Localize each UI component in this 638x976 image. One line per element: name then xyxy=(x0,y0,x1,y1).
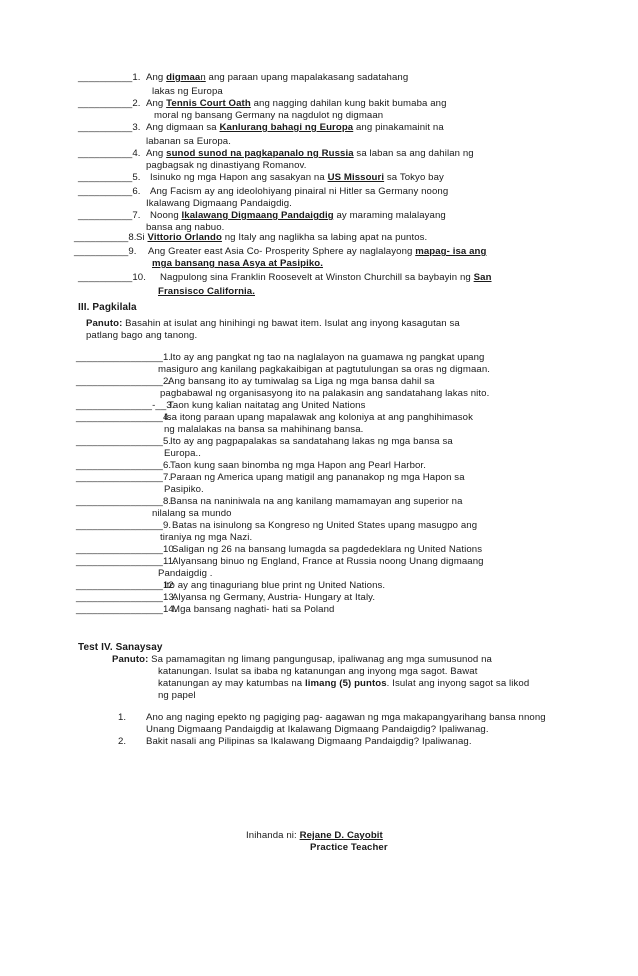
identification-continuation: tiraniya ng mga Nazi. xyxy=(160,532,253,543)
identification-item xyxy=(76,352,171,364)
text-segment: ay maraming malalayang xyxy=(333,210,446,221)
instructions-text: Basahin at isulat ang hinihingi ng bawat item. Isulat ang inyong kasagutan sa xyxy=(122,318,460,329)
answer-blank: ________________11. xyxy=(76,556,176,567)
answer-blank: ________________5. xyxy=(76,436,172,447)
answer-blank: ________________12 xyxy=(76,580,174,591)
identification-text: Ito ay ang tinaguriang blue print ng United Nations. xyxy=(164,580,386,591)
key-term: Tennis Court Oath xyxy=(166,98,251,109)
identification-item xyxy=(76,592,177,604)
identification-item xyxy=(76,604,177,616)
text-segment: sa Tokyo bay xyxy=(384,172,444,183)
answer-blank: ________________14. xyxy=(76,604,177,615)
text-segment: ang nagging dahilan kung bakit bumaba ang xyxy=(250,98,447,109)
key-term: Ikalawang Digmaang Pandaigdig xyxy=(181,210,334,221)
essay-question-text: Bakit nasali ang Pilipinas sa Ikalawang Digmaang Pandaigdig? Ipaliwanag. xyxy=(146,736,472,747)
text-segment: n xyxy=(200,72,206,83)
answer-blank: ________________7. xyxy=(76,472,172,483)
identification-item xyxy=(76,472,171,484)
identification-text: Ito ay ang pangkat ng tao na naglalayon na guamawa ng pangkat upang xyxy=(170,352,485,363)
text-segment: Ang xyxy=(146,98,167,109)
identification-continuation: Pasipiko. xyxy=(164,484,204,495)
question-continuation xyxy=(154,110,383,122)
answer-blank: ________________9. xyxy=(76,520,172,531)
prepared-label: Inihanda ni: xyxy=(246,830,300,841)
question-continuation xyxy=(146,160,306,172)
question-continuation xyxy=(152,258,323,270)
answer-blank: ________________4. xyxy=(76,412,172,423)
identification-item xyxy=(76,400,174,412)
identification-continuation: ng malalakas na bansa sa mahihinang bansa. xyxy=(164,424,364,435)
question-item xyxy=(78,186,141,198)
question-continuation xyxy=(158,286,255,298)
question-item xyxy=(78,72,141,84)
text-segment: Si xyxy=(136,232,148,243)
text-segment: Noong xyxy=(150,210,182,221)
instructions-text: . Isulat ang inyong sagot sa likod xyxy=(386,678,530,689)
question-text xyxy=(146,72,408,84)
text-segment: Ang xyxy=(146,72,167,83)
question-item xyxy=(78,172,141,184)
instructions-continuation: ng papel xyxy=(158,690,196,701)
instructions-continuation: patlang bago ang tanong. xyxy=(86,330,198,341)
text-segment: Nagpulong sina Franklin Roosevelt at Winston Churchill sa baybayin ng xyxy=(160,272,474,283)
identification-item xyxy=(76,580,174,592)
identification-text: Mga bansang naghati- hati sa Poland xyxy=(172,604,335,615)
prepared-by xyxy=(246,830,383,842)
identification-item xyxy=(76,520,171,532)
answer-blank: __________4. xyxy=(78,148,141,159)
key-term: digmaa xyxy=(166,72,201,83)
question-continuation xyxy=(152,86,223,98)
section-title: III. Pagkilala xyxy=(78,302,137,313)
answer-blank: __________8. xyxy=(74,232,137,243)
question-item xyxy=(78,272,146,284)
identification-item xyxy=(76,556,176,568)
instructions-continuation: katanungan. Isulat sa ibaba ng katanungan ang inyong mga sagot. Bawat xyxy=(158,666,478,677)
text-segment: Isinuko ng mga Hapon ang sasakyan na xyxy=(150,172,328,183)
identification-text: Bansa na naniniwala na ang kanilang mamamayan ang superior na xyxy=(170,496,463,507)
answer-blank: ________________1. xyxy=(76,352,172,363)
identification-continuation: Pandaigdig . xyxy=(158,568,213,579)
identification-continuation: nilalang sa mundo xyxy=(152,508,232,519)
instructions-label: Panuto: xyxy=(112,654,149,665)
identification-item xyxy=(76,496,171,508)
section-title: Test IV. Sanaysay xyxy=(78,642,163,653)
text-segment: bansa ang nabuo. xyxy=(146,222,225,233)
identification-text: Saligan ng 26 na bansang lumagda sa pagdedeklara ng United Nations xyxy=(172,544,483,555)
identification-text: Taon kung saan binomba ng mga Hapon ang Pearl Harbor. xyxy=(170,460,426,471)
teacher-role: Practice Teacher xyxy=(310,842,388,853)
answer-blank: __________9. xyxy=(74,246,137,257)
identification-item xyxy=(76,544,177,556)
answer-blank: __________7. xyxy=(78,210,141,221)
text-segment: labanan sa Europa. xyxy=(146,136,232,147)
question-text xyxy=(146,98,447,110)
key-term: sunod sunod na pagkapanalo ng Russia xyxy=(166,148,354,159)
identification-text: Alyansa ng Germany, Austria- Hungary at Italy. xyxy=(172,592,376,603)
instructions-text: katanungan ay may katumbas na xyxy=(158,678,305,689)
answer-blank: ______________-__3. xyxy=(76,400,175,411)
key-term: San xyxy=(473,272,492,283)
answer-blank: ________________8. xyxy=(76,496,172,507)
identification-continuation: masiguro ang kanilang pagkakaibigan at pagtutulungan sa oras ng digmaan. xyxy=(158,364,491,375)
identification-item xyxy=(76,412,171,424)
text-segment: Ang xyxy=(146,148,167,159)
text-segment: ng Italy ang naglikha sa labing apat na puntos. xyxy=(221,232,428,243)
instructions-continuation xyxy=(158,678,529,690)
identification-continuation: Europa.. xyxy=(164,448,202,459)
essay-question-text: Unang Digmaang Pandaigdig at Ikalawang Digmaang Pandaigdig? Ipaliwanag. xyxy=(146,724,489,735)
essay-question-text: Ano ang naging epekto ng pagiging pag- aagawan ng mga makapangyarihang bansa nnong xyxy=(146,712,546,723)
answer-blank: __________3. xyxy=(78,122,141,133)
identification-item xyxy=(76,376,171,388)
question-text xyxy=(146,148,474,160)
text-segment: Fransisco California. xyxy=(158,286,255,297)
question-item xyxy=(74,232,137,244)
identification-text: Batas na isinulong sa Kongreso ng United States upang masugpo ang xyxy=(172,520,478,531)
text-segment: Ikalawang Digmaang Pandaigdig. xyxy=(146,198,292,209)
key-term: limang (5) puntos xyxy=(305,678,387,689)
question-item xyxy=(78,98,141,110)
key-term: Vittorio Orlando xyxy=(147,232,222,243)
text-segment: Ang digmaan sa xyxy=(146,122,220,133)
text-segment: pagbagsak ng dinastiyang Romanov. xyxy=(146,160,307,171)
key-term: mapag- isa ang xyxy=(415,246,487,257)
question-item xyxy=(78,122,141,134)
text-segment: ang paraan upang mapalakasang sadatahang xyxy=(205,72,409,83)
instructions-label: Panuto: xyxy=(86,318,123,329)
question-text xyxy=(150,172,444,184)
answer-blank: ________________13. xyxy=(76,592,177,603)
question-text xyxy=(150,210,446,222)
text-segment: ang pinakamainit na xyxy=(353,122,444,133)
answer-blank: ________________6. xyxy=(76,460,172,471)
identification-item xyxy=(76,460,171,472)
question-item xyxy=(78,148,141,160)
teacher-name: Rejane D. Cayobit xyxy=(299,830,383,841)
text-segment: sa laban sa ang dahilan ng xyxy=(353,148,474,159)
text-segment: Ang Greater east Asia Co- Prosperity Sphere ay naglalayong xyxy=(148,246,416,257)
question-continuation xyxy=(146,198,292,210)
identification-text: Ang bansang ito ay tumiwalag sa Liga ng mga bansa dahil sa xyxy=(168,376,435,387)
identification-text: Alyansang binuo ng England, France at Russia noong Unang digmaang xyxy=(172,556,484,567)
text-segment: Ang Facism ay ang ideolohiyang pinairal ni Hitler sa Germany noong xyxy=(150,186,449,197)
identification-text: Isa itong paraan upang mapalawak ang koloniya at ang panghihimasok xyxy=(164,412,474,423)
instructions xyxy=(86,318,460,330)
question-continuation xyxy=(146,136,231,148)
text-segment: lakas ng Europa xyxy=(152,86,223,97)
instructions xyxy=(112,654,492,666)
answer-blank: ________________2. xyxy=(76,376,172,387)
identification-text: Paraan ng America upang matigil ang pananakop ng mga Hapon sa xyxy=(170,472,465,483)
question-text xyxy=(146,122,444,134)
essay-question-number: 1. xyxy=(118,712,127,723)
question-item xyxy=(78,210,141,222)
answer-blank: __________6. xyxy=(78,186,141,197)
question-text xyxy=(148,246,486,258)
answer-blank: __________5. xyxy=(78,172,141,183)
identification-text: Taon kung kalian naitatag ang United Nations xyxy=(168,400,366,411)
question-text xyxy=(136,232,427,244)
identification-continuation: pagbabawal ng organisasyong ito na palakasin ang sandatahang lakas nito. xyxy=(160,388,490,399)
answer-blank: __________1. xyxy=(78,72,141,83)
answer-blank: __________2. xyxy=(78,98,141,109)
answer-blank: __________10. xyxy=(78,272,146,283)
text-segment: mga bansang nasa Asya at Pasipiko. xyxy=(152,258,323,269)
key-term: Kanlurang bahagi ng Europa xyxy=(219,122,354,133)
key-term: US Missouri xyxy=(327,172,385,183)
identification-text: Ito ay ang pagpapalakas sa sandatahang lakas ng mga bansa sa xyxy=(170,436,453,447)
essay-question-number: 2. xyxy=(118,736,127,747)
answer-blank: ________________10. xyxy=(76,544,177,555)
text-segment: moral ng bansang Germany na nagdulot ng digmaan xyxy=(154,110,384,121)
question-item xyxy=(74,246,137,258)
instructions-text: Sa pamamagitan ng limang pangungusap, ipaliwanag ang mga sumusunod na xyxy=(148,654,492,665)
identification-item xyxy=(76,436,171,448)
question-text xyxy=(160,272,492,284)
question-text xyxy=(150,186,448,198)
